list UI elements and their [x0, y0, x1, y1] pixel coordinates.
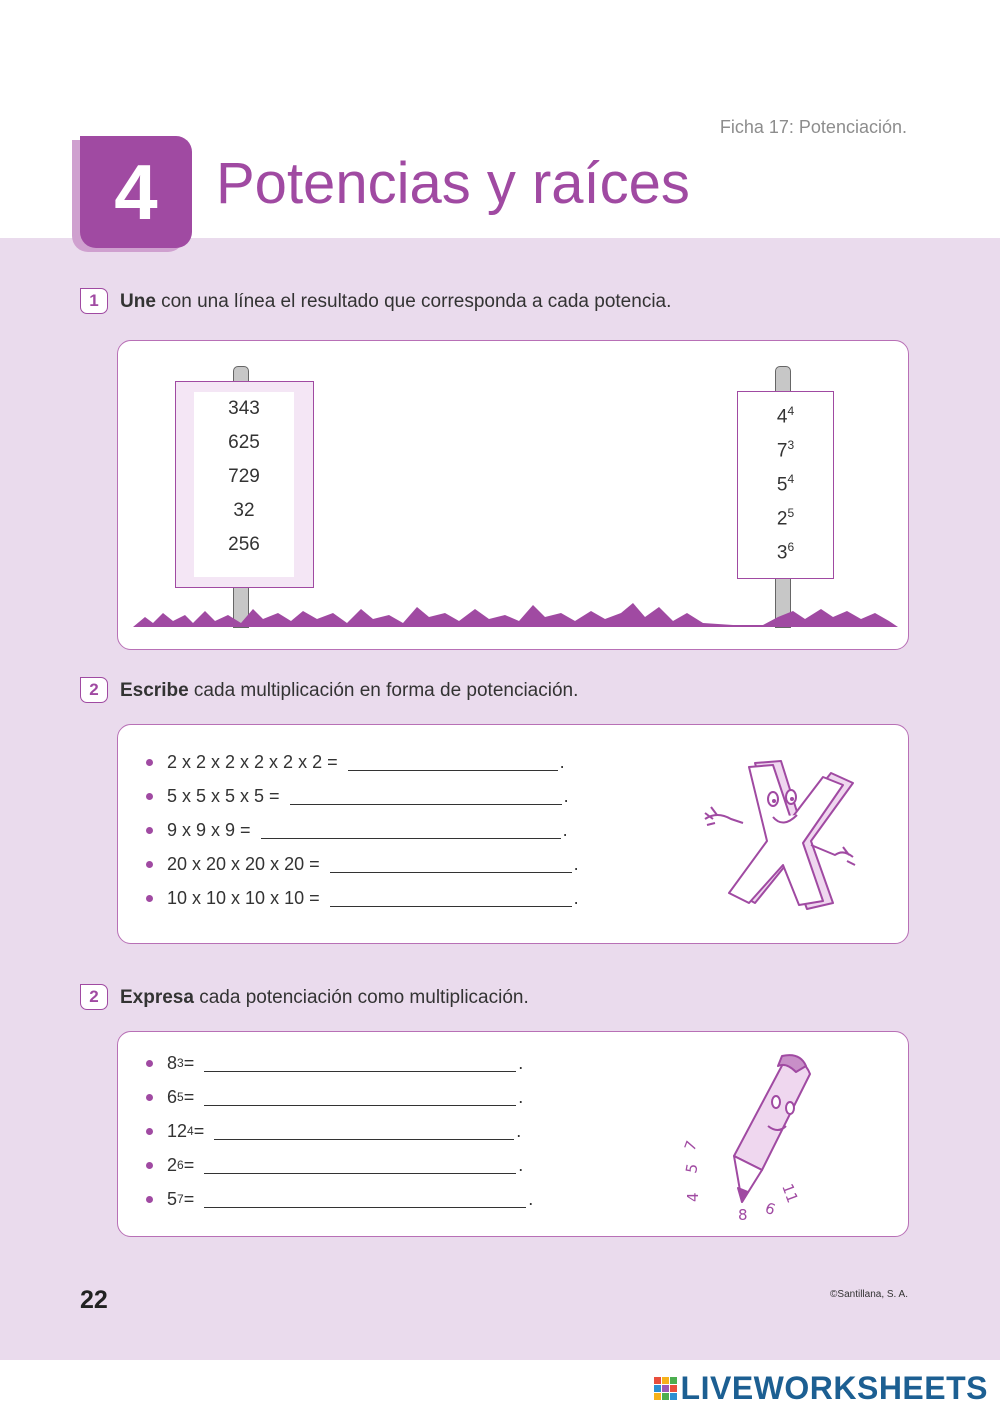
- list-item: 12 4 = .: [146, 1114, 533, 1148]
- left-sign: [175, 381, 314, 588]
- result-value[interactable]: 32: [233, 500, 255, 521]
- instruction-text: cada multiplicación en forma de potenciación.: [188, 680, 579, 701]
- matching-panel: [117, 340, 909, 650]
- list-item: 6 5 = .: [146, 1080, 533, 1114]
- power-value[interactable]: [738, 462, 833, 496]
- bullet-icon: [146, 1094, 153, 1101]
- bullet-icon: [146, 1196, 153, 1203]
- result-value[interactable]: 256: [228, 534, 260, 555]
- power-exponent: 3: [177, 1056, 184, 1070]
- svg-text:11: 11: [778, 1181, 802, 1206]
- power-base: 8: [167, 1052, 178, 1073]
- equals-sign: =: [183, 1086, 195, 1107]
- list-item: 2 x 2 x 2 x 2 x 2 x 2 = .: [146, 745, 579, 779]
- item-text: 20 x 20 x 20 x 20 =: [167, 853, 320, 874]
- power-base: 7: [776, 440, 788, 462]
- result-list: [194, 392, 294, 562]
- exercise-number: 2: [80, 984, 108, 1010]
- item-text: 5 x 5 x 5 x 5 =: [167, 785, 280, 806]
- power-base: 3: [776, 542, 788, 564]
- bullet-icon: [146, 1128, 153, 1135]
- power-value[interactable]: [738, 394, 833, 428]
- power-base: 6: [167, 1086, 178, 1107]
- power-base: 2: [167, 1154, 178, 1175]
- bullet-icon: [146, 759, 153, 766]
- pencil-mascot-icon: [680, 1052, 836, 1224]
- equals-sign: =: [183, 1188, 195, 1209]
- svg-text:7: 7: [680, 1138, 702, 1154]
- power-value[interactable]: [738, 530, 833, 564]
- list-item: 2 6 = .: [146, 1148, 533, 1182]
- svg-text:8: 8: [738, 1206, 748, 1224]
- list-item: 8 3 = .: [146, 1046, 533, 1080]
- right-sign: [737, 391, 834, 579]
- power-exponent: 4: [187, 1124, 194, 1138]
- answer-blank[interactable]: [204, 1191, 526, 1208]
- exercise3-panel: [117, 1031, 909, 1237]
- power-value[interactable]: [738, 496, 833, 530]
- item-text: 9 x 9 x 9 =: [167, 819, 251, 840]
- answer-blank[interactable]: [204, 1089, 516, 1106]
- exercise-instruction: [120, 680, 578, 702]
- instruction-verb: Une: [120, 291, 156, 312]
- bullet-icon: [146, 861, 153, 868]
- exercise-instruction: [120, 987, 529, 1009]
- equals-sign: =: [193, 1120, 205, 1141]
- bullet-icon: [146, 793, 153, 800]
- instruction-verb: Expresa: [120, 987, 194, 1008]
- power-base: 5: [776, 474, 788, 496]
- answer-blank[interactable]: [214, 1123, 514, 1140]
- power-list: [146, 1046, 533, 1216]
- power-exponent: 4: [787, 472, 795, 486]
- bullet-icon: [146, 895, 153, 902]
- exercise2-panel: [117, 724, 909, 944]
- list-item: 9 x 9 x 9 = .: [146, 813, 579, 847]
- answer-blank[interactable]: [330, 856, 572, 873]
- power-exponent: 6: [787, 540, 795, 554]
- copyright: ©Santillana, S. A.: [830, 1289, 908, 1300]
- list-item: 5 x 5 x 5 x 5 = .: [146, 779, 579, 813]
- brand-name: LIVEWORKSHEETS: [680, 1370, 988, 1406]
- power-base: 4: [776, 406, 788, 428]
- instruction-verb: Escribe: [120, 680, 189, 701]
- list-item: 20 x 20 x 20 x 20 = .: [146, 847, 579, 881]
- grass-decoration: [133, 603, 898, 633]
- svg-text:6: 6: [762, 1198, 778, 1220]
- bullet-icon: [146, 827, 153, 834]
- page-number: 22: [80, 1286, 108, 1314]
- answer-blank[interactable]: [204, 1157, 516, 1174]
- answer-blank[interactable]: [204, 1055, 516, 1072]
- item-text: 2 x 2 x 2 x 2 x 2 x 2 =: [167, 751, 338, 772]
- instruction-text: cada potenciación como multiplicación.: [193, 987, 529, 1008]
- liveworksheets-brand[interactable]: [654, 1370, 988, 1407]
- bullet-icon: [146, 1162, 153, 1169]
- answer-blank[interactable]: [348, 754, 558, 771]
- equals-sign: =: [183, 1052, 195, 1073]
- power-exponent: 5: [177, 1090, 184, 1104]
- power-exponent: 7: [177, 1192, 184, 1206]
- worksheet-label: Ficha 17: Potenciación.: [719, 117, 907, 137]
- power-list: [738, 392, 833, 564]
- equals-sign: =: [183, 1154, 195, 1175]
- instruction-text: con una línea el resultado que corresponda a cada potencia.: [155, 291, 672, 312]
- liveworksheets-logo-icon: [654, 1377, 677, 1400]
- left-sign-inner: [194, 392, 294, 577]
- list-item: 5 7 = .: [146, 1182, 533, 1216]
- svg-text:4: 4: [684, 1192, 702, 1202]
- power-exponent: 6: [177, 1158, 184, 1172]
- power-value[interactable]: [738, 428, 833, 462]
- answer-blank[interactable]: [261, 822, 561, 839]
- power-exponent: 5: [787, 506, 795, 520]
- answer-blank[interactable]: [290, 788, 562, 805]
- power-base: 12: [167, 1120, 188, 1141]
- item-text: 10 x 10 x 10 x 10 =: [167, 887, 320, 908]
- exercise-number: 2: [80, 677, 108, 703]
- unit-number-tab: 4: [80, 136, 192, 248]
- power-base: 5: [167, 1188, 178, 1209]
- result-value[interactable]: 343: [228, 398, 260, 419]
- result-value[interactable]: 625: [228, 432, 260, 453]
- multiplication-list: [146, 745, 579, 915]
- multiplication-sign-mascot-icon: [703, 753, 868, 913]
- power-exponent: 4: [787, 404, 795, 418]
- svg-text:5: 5: [682, 1162, 702, 1175]
- answer-blank[interactable]: [330, 890, 572, 907]
- bullet-icon: [146, 1060, 153, 1067]
- page-title: Potencias y raíces: [216, 151, 690, 216]
- power-base: 2: [776, 508, 788, 530]
- list-item: 10 x 10 x 10 x 10 = .: [146, 881, 579, 915]
- power-exponent: 3: [787, 438, 795, 452]
- exercise-instruction: [120, 291, 671, 313]
- exercise-number: 1: [80, 288, 108, 314]
- result-value[interactable]: 729: [228, 466, 260, 487]
